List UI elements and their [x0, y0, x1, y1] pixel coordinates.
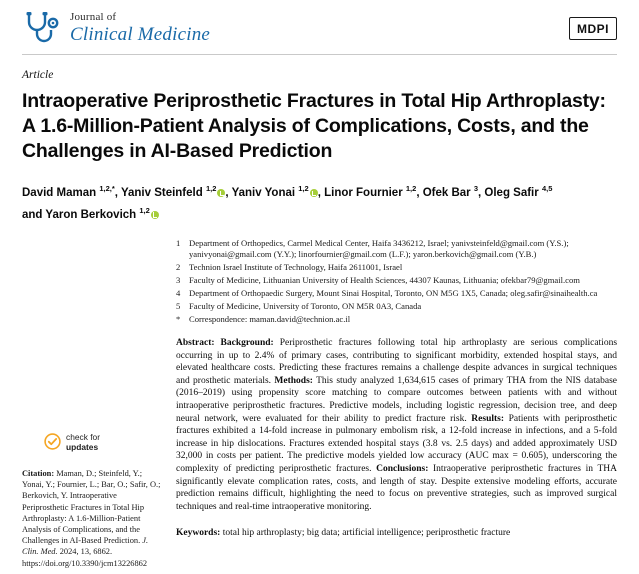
mdpi-logo: MDPI	[569, 17, 617, 40]
abstract-section	[176, 337, 617, 513]
affiliation-text: Faculty of Medicine, Lithuanian University of Health Sciences, 44307 Kaunas, Lithuania; ofekbar79@gmail.com	[189, 274, 580, 285]
journal-header	[22, 6, 617, 50]
abstract-background-text: Periprosthetic fractures following total hip arthroplasty are serious complications occurring in up to 2.4% of primary cases, contributing to significant morbidity, extended hospital stays, and elevated healthcare costs. Predicting these fractures remains a challenge despite advances in surgical techniques and prosthetic materials.	[176, 338, 618, 386]
journal-title-line2: Clinical Medicine	[70, 24, 211, 45]
author-line-1: David Maman $^{1,2,*}$, Yaniv Steinfeld $^{1,2}$ , Yaniv Yonai $^{1,2}$ , Linor Fournier $^{1,2}$, Ofek Bar $^3$, Oleg Safir $^{4,5}$	[22, 184, 553, 199]
affiliation-text: Department of Orthopaedic Surgery, Mount Sinai Hospital, Toronto, ON M5G 1X5, Canada; oleg.safir@sinaihealth.ca	[189, 287, 598, 298]
orcid-icon[interactable]	[151, 211, 159, 219]
crossmark-line2: updates	[66, 441, 99, 452]
header-divider	[22, 54, 617, 55]
affiliation-number: 4	[176, 287, 181, 298]
orcid-icon[interactable]	[310, 189, 318, 197]
affiliation-number: 5	[176, 300, 181, 311]
journal-title-line1: Journal of	[70, 11, 117, 23]
abstract-results-text: Patients with periprosthetic fractures exhibited a 14-fold increase in pulmonary embolism risk, a 12-fold increase in infections, and a 5-fold increase in hip dislocations. Fractures extended hospital stays (3.8 vs. 2.5 days) and added approximately USD 32,000 in costs per patient. The predictive models yielded low accuracy (AUC max = 0.605), underscoring the complexity of predicting periprosthetic fractures.	[176, 413, 618, 474]
affiliation-text: Technion Israel Institute of Technology, Haifa 2611001, Israel	[189, 261, 403, 272]
abstract-background-label: Background:	[220, 338, 274, 348]
journal-branding	[22, 10, 210, 46]
crossmark-label	[66, 433, 100, 452]
affiliation-item	[176, 301, 617, 312]
keywords-label: Keywords:	[176, 528, 221, 539]
author-list	[22, 180, 617, 224]
abstract-conclusions-label: Conclusions:	[376, 463, 429, 474]
crossmark-line1: check for	[66, 432, 100, 442]
affiliation-text: Correspondence: maman.david@technion.ac.il	[189, 313, 351, 324]
affiliation-text: Department of Orthopedics, Carmel Medical Center, Haifa 3436212, Israel; yanivsteinfeld@gmail.com (Y.S.); yanivyonai@gmail.com (Y.Y.); linorfournier@gmail.com (L.F.); yaron.berkovich@gmail.com (Y.B.)	[189, 237, 569, 260]
abstract-methods-text: This study analyzed 1,634,615 cases of primary THA from the NIS database (2016–2019) using propensity score matching to compare outcomes between patients with and without intraoperative periprosthetic fractures. Predictive models, including logistic regression, decision tree, and deep neural network, were evaluated for their ability to predict fracture risk.	[176, 375, 618, 424]
page-title: Intraoperative Periprosthetic Fractures in Total Hip Arthroplasty: A 1.6-Million-Patient Analysis of Complications, Costs, and the Challenges in AI-Based Prediction	[22, 90, 606, 162]
author-line-2: and Yaron Berkovich $^{1,2}$	[22, 209, 159, 221]
journal-title-block	[70, 12, 210, 44]
article-body	[0, 337, 639, 568]
abstract-results-label: Results:	[471, 413, 505, 424]
citation-volinfo[interactable]: 2024, 13, 6862. https://doi.org/10.3390/jcm13226862	[22, 547, 148, 568]
affiliation-number: 1	[176, 237, 181, 248]
affiliation-item	[176, 288, 617, 299]
sidebar-column	[22, 433, 162, 569]
affiliations	[176, 238, 617, 325]
affiliation-number: 2	[176, 261, 181, 272]
affiliation-item	[176, 275, 617, 286]
orcid-icon[interactable]	[217, 189, 225, 197]
paper-page	[0, 6, 639, 574]
affiliation-item	[176, 262, 617, 273]
affiliation-number: 3	[176, 274, 181, 285]
keywords-section	[176, 527, 617, 540]
abstract-methods-label: Methods:	[274, 375, 313, 386]
main-column	[176, 337, 617, 540]
citation-journal: J. Clin. Med.	[22, 536, 149, 557]
article-type: Article	[22, 69, 54, 81]
affiliation-item	[176, 238, 617, 261]
abstract-conclusions-text: Intraoperative periprosthetic fractures in THA significantly elevate complication rates, costs, and length of stay. Despite extensive modeling efforts, accurate prediction remains difficult, highlighting the need to focus on preventive strategies, such as improved surgical techniques and real-time intraoperative monitoring.	[176, 463, 617, 512]
citation-block	[22, 468, 162, 569]
check-circle-icon	[44, 433, 61, 450]
abstract-label: Abstract:	[176, 338, 215, 348]
crossmark-badge[interactable]	[44, 433, 162, 452]
citation-label: Citation:	[22, 469, 55, 478]
affiliation-number: *	[176, 313, 181, 324]
stethoscope-icon	[22, 10, 62, 46]
affiliation-item	[176, 314, 617, 325]
affiliation-text: Faculty of Medicine, University of Toronto, ON M5R 0A3, Canada	[189, 300, 422, 311]
keywords-text: total hip arthroplasty; big data; artificial intelligence; periprosthetic fracture	[220, 528, 511, 539]
citation-text: Maman, D.; Steinfeld, Y.; Yonai, Y.; Fournier, L.; Bar, O.; Safir, O.; Berkovich, Y. Intraoperative Periprosthetic Fractures in Total Hip Arthroplasty: A 1.6-Million-Patient Analysis of Complications, and the Challenges in AI-Based Prediction.	[22, 469, 161, 546]
